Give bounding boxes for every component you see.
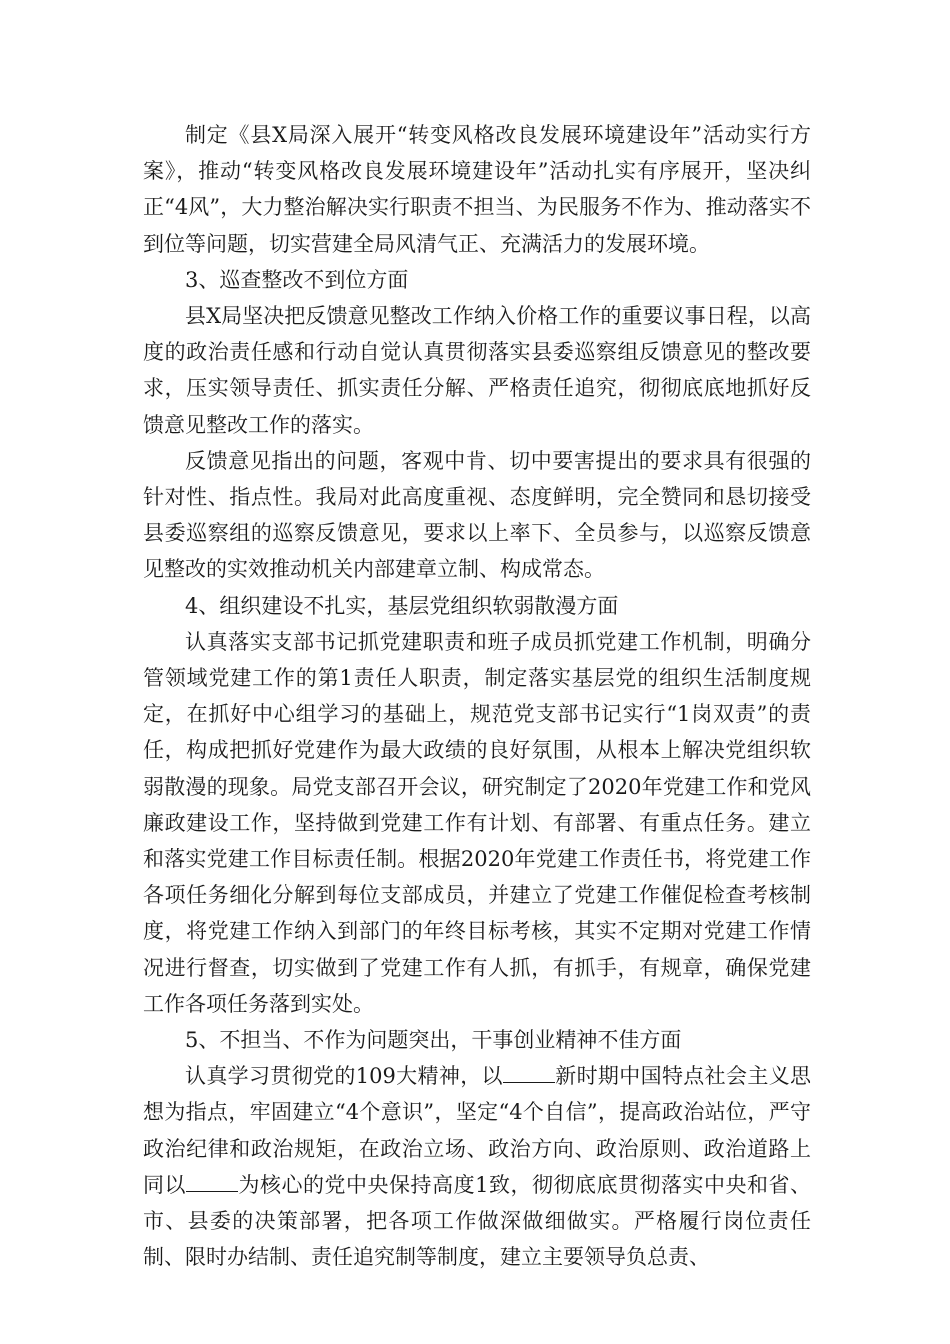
paragraph-1 — [143, 117, 811, 262]
redacted-blank — [503, 1063, 555, 1083]
section-heading-4 — [143, 588, 811, 624]
paragraph-text: 制定《县X局深入展开“转变风格改良发展环境建设年”活动实行方案》，推动“转变风格改良发展环境建设年”活动扎实有序展开，坚决纠正“4风”，大力整治解决实行职责不担当、为民服务不作为、推动落实不到位等问题，切实营建全局风清气正、充满活力的发展环境。 — [143, 123, 811, 256]
paragraph-text: 县X局坚决把反馈意见整改工作纳入价格工作的重要议事日程，以高度的政治责任感和行动自觉认真贯彻落实县委巡察组反馈意见的整改要求，压实领导责任、抓实责任分解、严格责任追究，彻彻底底地抓好反馈意见整改工作的落实。 — [143, 304, 811, 437]
paragraph-text: 认真学习贯彻党的109大精神，以 — [185, 1064, 503, 1089]
heading-text: 4、组织建设不扎实，基层党组织软弱散漫方面 — [185, 593, 619, 618]
document-body — [143, 117, 811, 1276]
paragraph-text: 认真落实支部书记抓党建职责和班子成员抓党建工作机制，明确分管领域党建工作的第1责任人职责，制定落实基层党的组织生活制度规定，在抓好中心组学习的基础上，规范党支部书记实行“1岗双责”的责任，构成把抓好党建作为最大政绩的良好氛围，从根本上解决党组织软弱散漫的现象。局党支部召开会议，研究制定了2020年党建工作和党风廉政建设工作，坚持做到党建工作有计划、有部署、有重点任务。建立和落实党建工作目标责任制。根据2020年党建工作责任书，将党建工作各项任务细化分解到每位支部成员，并建立了党建工作催促检查考核制度，将党建工作纳入到部门的年终目标考核，其实不定期对党建工作情况进行督查，切实做到了党建工作有人抓，有抓手，有规章，确保党建工作各项任务落到实处。 — [143, 629, 811, 1016]
redacted-blank — [186, 1172, 238, 1192]
paragraph-6 — [143, 624, 811, 1022]
paragraph-3 — [143, 298, 811, 443]
paragraph-text: 反馈意见指出的问题，客观中肯、切中要害提出的要求具有很强的针对性、指点性。我局对此高度重视、态度鲜明，完全赞同和恳切接受县委巡察组的巡察反馈意见，要求以上率下、全员参与，以巡察反馈意见整改的实效推动机关内部建章立制、构成常态。 — [143, 448, 811, 582]
section-heading-5 — [143, 1022, 811, 1058]
section-heading-3 — [143, 262, 811, 298]
paragraph-4 — [143, 443, 811, 588]
paragraph-8 — [143, 1058, 811, 1275]
heading-text: 3、巡查整改不到位方面 — [185, 267, 409, 292]
paragraph-text: 新时期中国特点社会主义思想为指点，牢固建立“4个意识”，坚定“4个自信”，提高政治站位，严守政治纪律和政治规矩，在政治立场、政治方向、政治原则、政治道路上同以 — [143, 1064, 812, 1197]
heading-text: 5、不担当、不作为问题突出，干事创业精神不佳方面 — [185, 1028, 682, 1053]
paragraph-text: 为核心的党中央保持高度1致，彻彻底底贯彻落实中央和省、市、县委的决策部署，把各项工作做深做细做实。严格履行岗位责任制、限时办结制、责任追究制等制度，建立主要领导负总责、 — [143, 1172, 812, 1270]
